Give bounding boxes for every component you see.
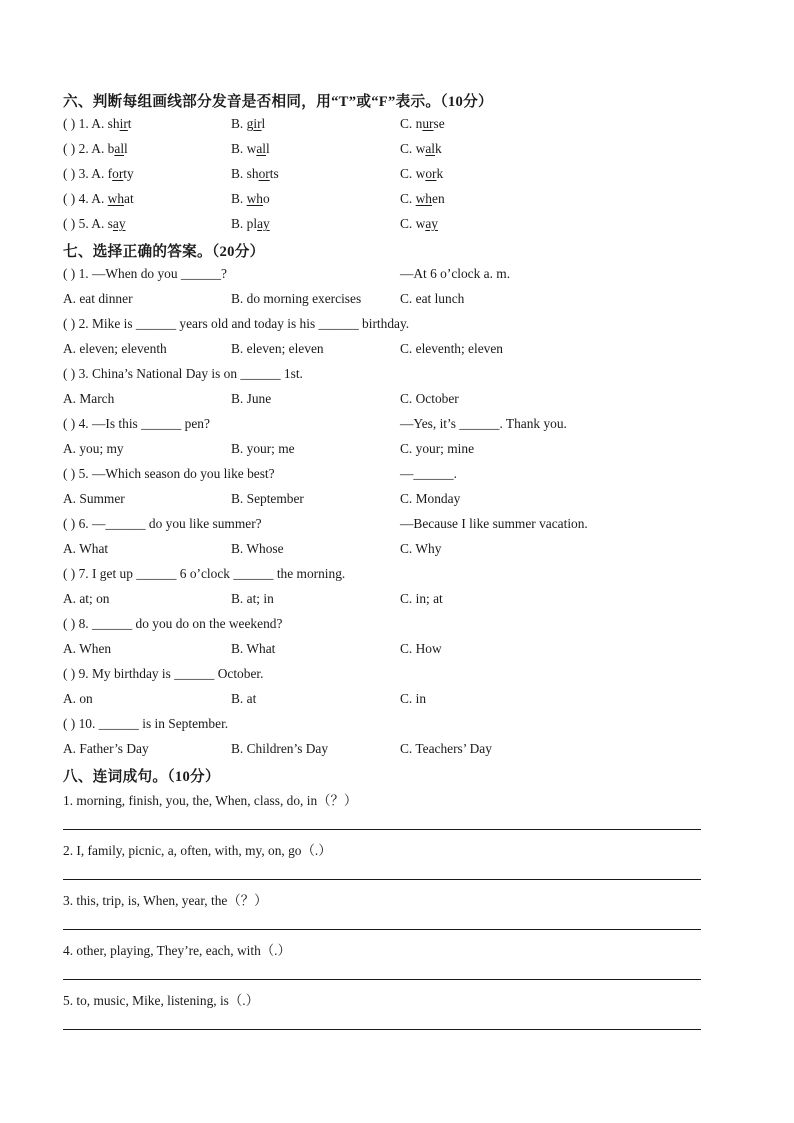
- option-a[interactable]: A. Summer: [63, 491, 125, 506]
- choice-question: [63, 366, 723, 386]
- underlined-letters: or: [258, 166, 270, 181]
- choice-question: [63, 666, 723, 686]
- word-part: w: [415, 141, 426, 156]
- option-c[interactable]: C. October: [400, 391, 459, 406]
- option-b[interactable]: B. September: [231, 491, 304, 506]
- choice-options: [63, 741, 723, 761]
- option-label: B.: [231, 191, 247, 206]
- choice-options: [63, 441, 723, 461]
- choice-options: [63, 291, 723, 311]
- underlined-letters: or: [425, 166, 437, 181]
- word-part: k: [434, 141, 442, 156]
- underlined-letters: wh: [246, 191, 264, 206]
- scrambled-sentence: 2. I, family, picnic, a, often, with, my, on, go（.）: [63, 843, 332, 858]
- option-c[interactable]: C. Why: [400, 541, 442, 556]
- option-c: [400, 141, 442, 157]
- option-label: C.: [400, 141, 416, 156]
- word-part: o: [263, 191, 270, 206]
- word-part: n: [415, 116, 423, 131]
- option-c: [400, 191, 445, 207]
- question-number: 5. A.: [78, 216, 108, 231]
- option-label: C.: [400, 216, 416, 231]
- question-text[interactable]: ( ) 5. —Which season do you like best?: [63, 466, 275, 481]
- option-label: C.: [400, 191, 416, 206]
- choice-options: [63, 641, 723, 661]
- underlined-letters: al: [256, 141, 266, 156]
- option-c[interactable]: C. Teachers’ Day: [400, 741, 492, 756]
- question-stem: [63, 191, 134, 207]
- option-b[interactable]: B. June: [231, 391, 272, 406]
- option-b[interactable]: B. eleven; eleven: [231, 341, 324, 356]
- option-b[interactable]: B. your; me: [231, 441, 295, 456]
- answer-bracket[interactable]: ( ): [63, 166, 76, 181]
- underlined-letters: al: [114, 141, 125, 156]
- pronunciation-item: [63, 191, 723, 211]
- option-label: B.: [231, 216, 247, 231]
- scrambled-sentence: 1. morning, finish, you, the, When, class, do, in（？）: [63, 793, 358, 808]
- answer-bracket[interactable]: ( ): [63, 216, 76, 231]
- word-part: g: [246, 116, 254, 131]
- choice-question: [63, 716, 723, 736]
- underlined-letters: wh: [107, 191, 125, 206]
- question-number: 3. A.: [78, 166, 108, 181]
- pronunciation-item: [63, 166, 723, 186]
- choice-options: [63, 691, 723, 711]
- answer-bracket[interactable]: ( ): [63, 116, 76, 131]
- option-a[interactable]: A. When: [63, 641, 112, 656]
- underlined-letters: al: [425, 141, 435, 156]
- choice-options: [63, 341, 723, 361]
- option-a[interactable]: A. at; on: [63, 591, 110, 606]
- response-text: —At 6 o’clock a. m.: [400, 266, 511, 281]
- choice-options: [63, 391, 723, 411]
- scrambled-sentence: 4. other, playing, They’re, each, with（.）: [63, 943, 291, 958]
- option-b[interactable]: B. do morning exercises: [231, 291, 362, 306]
- pronunciation-item: [63, 216, 723, 236]
- underlined-letters: ay: [257, 216, 270, 231]
- option-b: [231, 141, 270, 157]
- option-c[interactable]: C. eleventh; eleven: [400, 341, 503, 356]
- option-c[interactable]: C. in: [400, 691, 427, 706]
- choice-question: [63, 616, 723, 636]
- word-part: at: [124, 191, 134, 206]
- section-7-title: 七、选择正确的答案。（20分）: [63, 244, 265, 260]
- underlined-letters: or: [112, 166, 124, 181]
- word-part: k: [436, 166, 444, 181]
- word-part: en: [432, 191, 445, 206]
- word-part: l: [265, 141, 270, 156]
- question-text[interactable]: ( ) 10. ______ is in September.: [63, 716, 229, 731]
- section-8-title: 八、连词成句。（10分）: [63, 769, 220, 785]
- choice-question: [63, 316, 723, 336]
- underlined-letters: ir: [119, 116, 128, 131]
- question-stem: [63, 166, 134, 182]
- option-c[interactable]: C. in; at: [400, 591, 443, 606]
- question-text[interactable]: ( ) 7. I get up ______ 6 o’clock ______ the morning.: [63, 566, 346, 581]
- word-part: sh: [107, 116, 120, 131]
- answer-bracket[interactable]: ( ): [63, 191, 76, 206]
- option-b: [231, 191, 270, 207]
- section-6-title: 六、判断每组画线部分发音是否相同，用“T”或“F”表示。（10分）: [63, 94, 493, 110]
- word-part: b: [107, 141, 115, 156]
- option-b[interactable]: B. at: [231, 691, 257, 706]
- underlined-letters: ir: [253, 116, 262, 131]
- option-a[interactable]: A. What: [63, 541, 109, 556]
- word-part: l: [261, 116, 266, 131]
- question-text[interactable]: ( ) 9. My birthday is ______ October.: [63, 666, 264, 681]
- choice-question: [63, 416, 723, 436]
- question-text[interactable]: ( ) 3. China’s National Day is on ______ 1st.: [63, 366, 303, 381]
- option-a[interactable]: A. eat dinner: [63, 291, 133, 306]
- response-text: —Because I like summer vacation.: [400, 516, 588, 531]
- scrambled-sentence: 3. this, trip, is, When, year, the（？）: [63, 893, 268, 908]
- word-part: ty: [123, 166, 134, 181]
- word-part: pl: [246, 216, 258, 231]
- option-label: B.: [231, 116, 247, 131]
- choice-options: [63, 541, 723, 561]
- option-c: [400, 116, 445, 132]
- answer-line[interactable]: [63, 929, 701, 930]
- option-c[interactable]: C. How: [400, 641, 442, 656]
- pronunciation-item: [63, 141, 723, 161]
- option-c[interactable]: C. your; mine: [400, 441, 475, 456]
- pronunciation-item: [63, 116, 723, 136]
- choice-question: [63, 466, 723, 486]
- option-a[interactable]: A. Father’s Day: [63, 741, 149, 756]
- option-c: [400, 166, 443, 182]
- word-part: l: [124, 141, 128, 156]
- question-stem: [63, 116, 132, 132]
- option-b: [231, 116, 265, 132]
- question-text[interactable]: ( ) 8. ______ do you do on the weekend?: [63, 616, 283, 631]
- option-c: [400, 216, 438, 232]
- question-number: 2. A.: [78, 141, 108, 156]
- option-a[interactable]: A. you; my: [63, 441, 124, 456]
- answer-line[interactable]: [63, 879, 701, 880]
- option-a[interactable]: A. on: [63, 691, 93, 706]
- question-stem: [63, 216, 126, 232]
- option-b[interactable]: B. What: [231, 641, 276, 656]
- question-text[interactable]: ( ) 6. —______ do you like summer?: [63, 516, 262, 531]
- option-label: B.: [231, 141, 247, 156]
- word-part: se: [433, 116, 445, 131]
- option-label: C.: [400, 116, 416, 131]
- word-part: f: [107, 166, 113, 181]
- underlined-letters: ay: [112, 216, 126, 231]
- option-b: [231, 166, 279, 182]
- response-text: —______.: [400, 466, 457, 481]
- option-b[interactable]: B. Whose: [231, 541, 284, 556]
- option-b: [231, 216, 270, 232]
- option-a[interactable]: A. March: [63, 391, 115, 406]
- underlined-letters: ay: [425, 216, 438, 231]
- choice-question: [63, 566, 723, 586]
- question-text[interactable]: ( ) 4. —Is this ______ pen?: [63, 416, 210, 431]
- word-part: ts: [269, 166, 279, 181]
- option-b[interactable]: B. Children’s Day: [231, 741, 329, 756]
- underlined-letters: ur: [422, 116, 434, 131]
- option-a[interactable]: A. eleven; eleventh: [63, 341, 167, 356]
- option-label: B.: [231, 166, 247, 181]
- option-c[interactable]: C. eat lunch: [400, 291, 465, 306]
- underlined-letters: wh: [415, 191, 433, 206]
- choice-question: [63, 266, 723, 286]
- answer-line[interactable]: [63, 829, 701, 830]
- word-part: w: [415, 216, 426, 231]
- answer-line[interactable]: [63, 1029, 701, 1030]
- question-text[interactable]: ( ) 2. Mike is ______ years old and today is his ______ birthday.: [63, 316, 410, 331]
- word-part: w: [246, 141, 257, 156]
- word-part: s: [107, 216, 113, 231]
- choice-question: [63, 516, 723, 536]
- word-part: t: [127, 116, 132, 131]
- word-part: w: [415, 166, 426, 181]
- word-part: sh: [246, 166, 259, 181]
- option-c[interactable]: C. Monday: [400, 491, 461, 506]
- scrambled-sentence: 5. to, music, Mike, listening, is（.）: [63, 993, 260, 1008]
- answer-line[interactable]: [63, 979, 701, 980]
- choice-options: [63, 591, 723, 611]
- option-b[interactable]: B. at; in: [231, 591, 274, 606]
- question-stem: [63, 141, 128, 157]
- response-text: —Yes, it’s ______. Thank you.: [400, 416, 567, 431]
- question-number: 4. A.: [78, 191, 108, 206]
- choice-options: [63, 491, 723, 511]
- answer-bracket[interactable]: ( ): [63, 141, 76, 156]
- option-label: C.: [400, 166, 416, 181]
- question-text[interactable]: ( ) 1. —When do you ______?: [63, 266, 228, 281]
- question-number: 1. A.: [78, 116, 108, 131]
